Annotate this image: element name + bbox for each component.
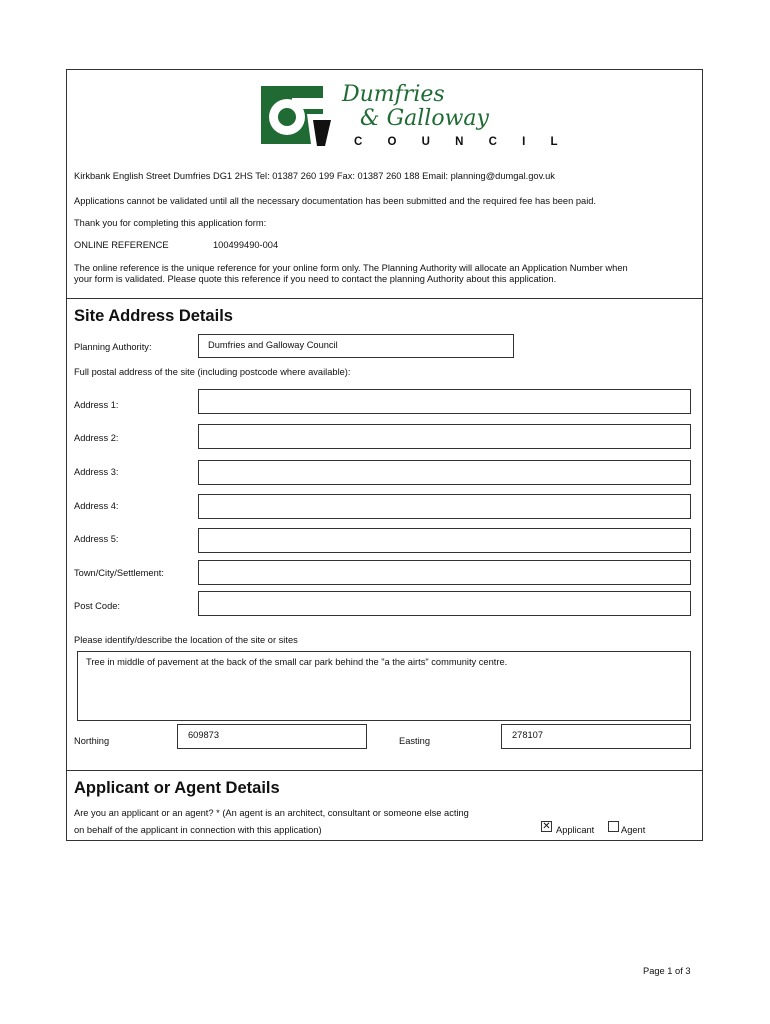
location-value: Tree in middle of pavement at the back of the small car park behind the "a the airts" community centre. [86,657,508,667]
address-4-input[interactable] [198,494,691,519]
town-label: Town/City/Settlement: [74,568,164,578]
planning-authority-field[interactable] [198,334,514,358]
address-5-input[interactable] [198,528,691,553]
reference-note-2: your form is validated. Please quote this reference if you need to contact the planning Authority about this application. [74,274,557,284]
applicant-option-label: Applicant [556,825,595,835]
applicant-title: Applicant or Agent Details [74,779,280,797]
applicant-question-1: Are you an applicant or an agent? * (An agent is an architect, consultant or someone else acting [74,808,469,818]
location-label: Please identify/describe the location of the site or sites [74,635,298,645]
thanks-line: Thank you for completing this application form: [74,218,267,228]
address-1-input[interactable] [198,389,691,414]
contact-line: Kirkbank English Street Dumfries DG1 2HS Tel: 01387 260 199 Fax: 01387 260 188 Email: planning@dumgal.gov.uk [74,171,555,181]
town-input[interactable] [198,560,691,585]
address-5-label: Address 5: [74,534,119,544]
validation-note: Applications cannot be validated until all the necessary documentation has been submitted and the required fee has been paid. [74,196,597,206]
postcode-label: Post Code: [74,601,120,611]
address-3-input[interactable] [198,460,691,485]
address-2-label: Address 2: [74,433,119,443]
address-2-input[interactable] [198,424,691,449]
northing-label: Northing [74,736,110,746]
address-4-label: Address 4: [74,501,119,511]
online-reference-value: 100499490-004 [213,240,279,250]
site-address-title: Site Address Details [74,307,233,325]
easting-input[interactable] [501,724,691,749]
section-divider [66,298,703,299]
council-logo-icon [259,84,337,148]
northing-value: 609873 [188,730,220,740]
easting-value: 278107 [512,730,544,740]
address-3-label: Address 3: [74,467,119,477]
applicant-question-2: on behalf of the applicant in connection with this application) [74,825,322,835]
reference-note-1: The online reference is the unique reference for your online form only. The Planning Authority will allocate an Application Number when [74,263,628,273]
postcode-input[interactable] [198,591,691,616]
location-textarea[interactable] [77,651,691,721]
logo-text-dumfries: Dumfries [342,82,445,107]
planning-authority-label: Planning Authority: [74,342,152,352]
logo-text-council: C O U N C I L [354,136,569,148]
address-1-label: Address 1: [74,400,119,410]
applicant-checkbox[interactable]: ✕ [542,821,551,832]
agent-option-label: Agent [621,825,646,835]
planning-authority-value: Dumfries and Galloway Council [208,340,338,350]
page-number: Page 1 of 3 [643,966,691,976]
online-reference-label: ONLINE REFERENCE [74,240,169,250]
northing-input[interactable] [177,724,367,749]
full-address-note: Full postal address of the site (including postcode where available): [74,367,351,377]
logo-text-galloway: & Galloway [360,106,489,131]
easting-label: Easting [399,736,431,746]
agent-checkbox[interactable] [608,821,619,832]
section-divider [66,770,703,771]
